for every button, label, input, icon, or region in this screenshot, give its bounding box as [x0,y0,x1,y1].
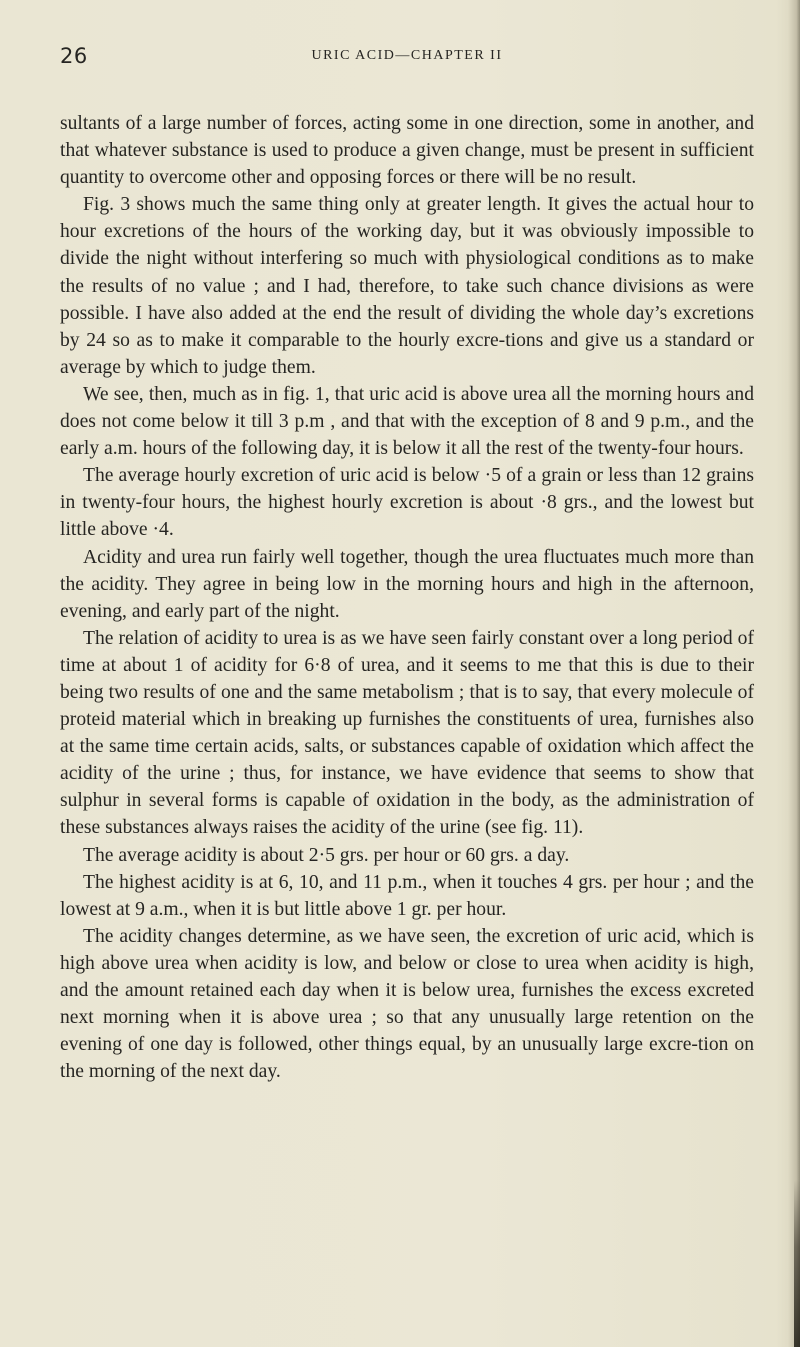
page-number: 26 [60,44,88,68]
paragraph-3: We see, then, much as in fig. 1, that uric acid is above urea all the morning hours and does not come below it till 3 p.m , and that with the exception of 8 and 9 p.m., and the early a.m. hours of the following day, it is below it all the rest of the twenty-four hours. [60,383,754,460]
paragraph-6: The relation of acidity to urea is as we have seen fairly constant over a long period of time at about 1 of acidity for 6·8 of urea, and it seems to me that this is due to their being two results of one and the same metabolism ; that is to say, that every molecule of proteid material which in breaking up furnishes the constituents of urea, furnishes also at the same time certain acids, salts, or substances capable of oxidation which affect the acidity of the urine ; thus, for instance, we have evidence that seems to show that sulphur in several forms is capable of oxidation in the body, as the administration of these substances always raises the acidity of the urine (see fig. 11). [60,627,754,839]
body-text [60,110,754,1085]
paragraph-8: The highest acidity is at 6, 10, and 11 p.m., when it touches 4 grs. per hour ; and the lowest at 9 a.m., when it is but little above 1 gr. per hour. [60,871,754,920]
page-header [60,44,754,74]
page-edge-dark [794,1180,800,1347]
paragraph-5: Acidity and urea run fairly well together, though the urea fluctuates much more than the acidity. They agree in being low in the morning hours and high in the afternoon, evening, and early part of the night. [60,546,754,622]
paragraph-4: The average hourly excretion of uric acid is below ·5 of a grain or less than 12 grains in twenty-four hours, the highest hourly excretion is about ·8 grs., and the lowest but little above ·4. [60,465,754,541]
page-edge-shadow [788,0,800,1347]
running-head: URIC ACID—CHAPTER II [311,48,503,63]
paragraph-9: The acidity changes determine, as we have seen, the excretion of uric acid, which is high above urea when acidity is low, and below or close to urea when acidity is high, and the amount retained each day when it is below urea, furnishes the excess excreted next morning when it is above urea ; so that any unusually large retention on the evening of one day is followed, other things equal, by an unusually large excre-tion on the morning of the next day. [60,925,754,1083]
paragraph-1: sultants of a large number of forces, acting some in one direction, some in another, and that whatever substance is used to produce a given change, must be present in sufficient quantity to overcome other and opposing forces or there will be no result. [60,113,754,189]
paragraph-7: The average acidity is about 2·5 grs. per hour or 60 grs. a day. [83,844,570,866]
paragraph-2: Fig. 3 shows much the same thing only at greater length. It gives the actual hour to hour excretions of the hours of the working day, but it was obviously impossible to divide the night without interfering so much with physiological conditions as to make the results of no value ; and I had, therefore, to take such chance divisions as were possible. I have also added at the end the result of dividing the whole day’s excretions by 24 so as to make it comparable to the hourly excre-tions and give us a standard or average by which to judge them. [60,194,754,378]
